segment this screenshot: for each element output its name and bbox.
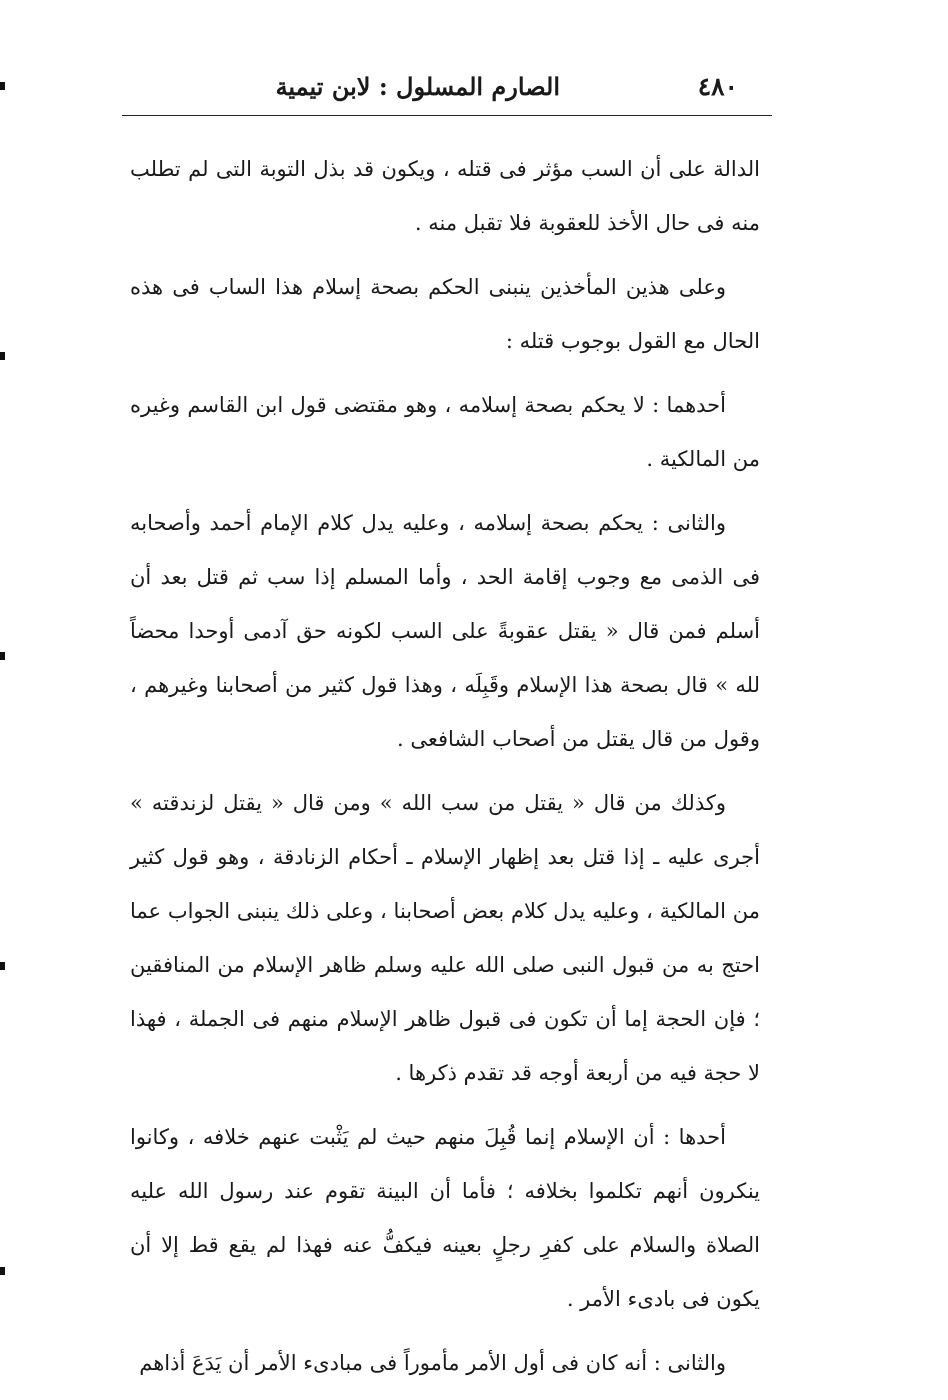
scan-edge-mark — [0, 1267, 5, 1275]
header-rule — [122, 115, 772, 116]
running-title: الصارم المسلول : لابن تيمية — [275, 72, 560, 101]
scan-edge-mark — [0, 962, 5, 970]
scan-edge-mark — [0, 82, 5, 90]
paragraph-2: وعلى هذين المأخذين ينبنى الحكم بصحة إسلام هذا الساب فى هذه الحال مع القول بوجوب قتله : — [130, 275, 760, 353]
page-number: ٤٨٠ — [697, 72, 738, 101]
scan-edge-mark — [0, 652, 5, 660]
paragraph-3: أحدهما : لا يحكم بصحة إسلامه ، وهو مقتضى قول ابن القاسم وغيره من المالكية . — [130, 393, 760, 471]
scan-edge-mark — [0, 352, 5, 360]
paragraph-4: والثانى : يحكم بصحة إسلامه ، وعليه يدل كلام الإمام أحمد وأصحابه فى الذمى مع وجوب إقامة الحد ، وأما المسلم إذا سب ثم قتل بعد أن أسلم فمن قال « يقتل عقوبةً على السب لكونه حق آدمى أوحدا محضاً لله » قال بصحة هذا الإسلام وقَبِلَه ، وهذا قول كثير من أصحابنا وغيرهم ، وقول من قال يقتل من أصحاب الشافعى . — [130, 511, 760, 751]
paragraph-6: أحدها : أن الإسلام إنما قُبِلَ منهم حيث لم يَثْبت عنهم خلافه ، وكانوا ينكرون أنهم تكلموا بخلافه ؛ فأما أن البينة تقوم عند رسول الله عليه الصلاة والسلام على كفرِ رجلٍ بعينه فيكفُّ عنه فهذا لم يقع قط إلا أن يكون فى بادىء الأمر . — [130, 1125, 760, 1311]
paragraph-5: وكذلك من قال « يقتل من سب الله » ومن قال « يقتل لزندقته » أجرى عليه ـ إذا قتل بعد إظهار الإسلام ـ أحكام الزنادقة ، وهو قول كثير من المالكية ، وعليه يدل كلام بعض أصحابنا ، وعلى ذلك ينبنى الجواب عما احتج به من قبول النبى صلى الله عليه وسلم ظاهر الإسلام من المنافقين ؛ فإن الحجة إما أن تكون فى قبول ظاهر الإسلام منهم فى الجملة ، فهذا لا حجة فيه من أربعة أوجه قد تقدم ذكرها . — [130, 791, 760, 1085]
paragraph-7: والثانى : أنه كان فى أول الأمر مأموراً فى مبادىء الأمر أن يَدَعَ أذاهم — [139, 1351, 726, 1375]
page-header — [120, 66, 770, 116]
body-text — [130, 142, 760, 1400]
paragraph-1: الدالة على أن السب مؤثر فى قتله ، ويكون قد بذل التوبة التى لم تطلب منه فى حال الأخذ للعقوبة فلا تقبل منه . — [130, 157, 760, 235]
